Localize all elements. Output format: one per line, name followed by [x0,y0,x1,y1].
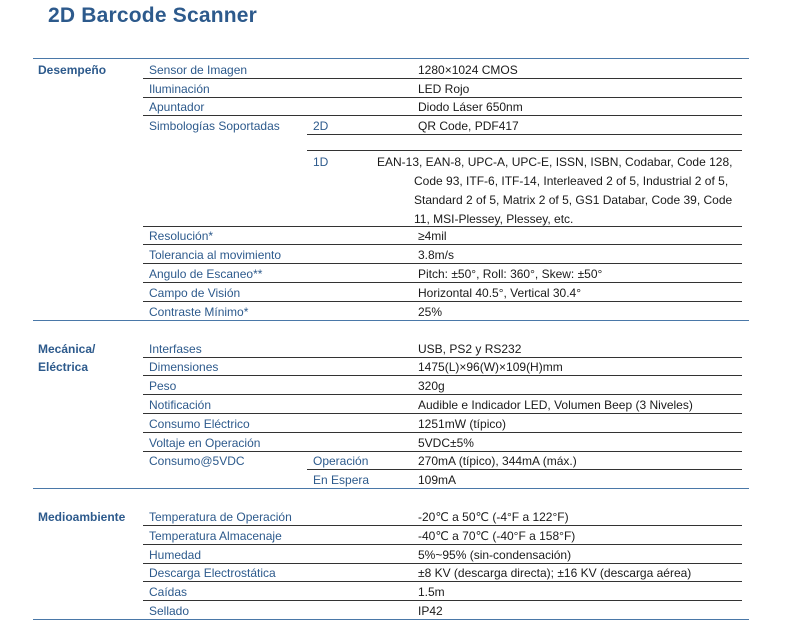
spec-label: Caídas [149,585,188,599]
spec-label: Campo de Visión [149,286,241,300]
row-divider [143,282,742,283]
spec-value: 1.5m [418,585,445,599]
spec-label: Consumo Eléctrico [149,417,250,431]
spec-value: Horizontal 40.5°, Vertical 30.4° [418,286,582,300]
spec-sublabel: En Espera [313,473,370,487]
spec-label: Humedad [149,548,202,562]
spec-value: Diodo Láser 650nm [418,100,523,114]
row-divider [143,263,742,264]
spec-value-1d-first: EAN-13, EAN-8, UPC-A, UPC-E, ISSN, ISBN, Codabar, Code 128, [377,155,733,169]
spec-label: Apuntador [149,100,205,114]
spec-sublabel: Operación [313,454,369,468]
spec-label: Consumo@5VDC [149,454,245,468]
section-mecanica [38,340,95,376]
section-mecanica-line1: Mecánica/ [38,342,96,356]
row-divider [143,115,742,116]
row-divider [143,301,742,302]
spec-value-1d-rest: Code 93, ITF-6, ITF-14, Interleaved 2 of 5, Industrial 2 of 5, Standard 2 of 5, Matrix 2 of 5, GS1 Databar, Code 39, Code 11, MSI-Plessey, Plessey, etc. [414,174,733,226]
spec-value: 25% [418,305,443,319]
spec-value: 320g [418,379,445,393]
row-divider [143,375,742,376]
spec-label: Descarga Electrostática [149,566,276,580]
row-divider [143,244,742,245]
spec-value: QR Code, PDF417 [418,119,519,133]
spec-label: Tolerancia al movimiento [149,248,282,262]
title-divider [33,58,749,59]
spec-value: Audible e Indicador LED, Volumen Beep (3 Niveles) [418,398,693,412]
row-divider [307,469,742,470]
spec-value: ≥4mil [418,229,447,243]
row-divider [143,432,742,433]
spec-label: Notificación [149,398,212,412]
spec-label: Sellado [149,604,190,618]
spec-label: Interfases [149,342,202,356]
spec-label: Simbologías Soportadas [149,119,280,133]
spec-value: 1280×1024 CMOS [418,63,518,77]
spec-value: ±8 KV (descarga directa); ±16 KV (descarga aérea) [418,566,692,580]
row-divider [143,78,742,79]
spec-label: Angulo de Escaneo** [149,267,263,281]
spec-value: 5VDC±5% [418,436,474,450]
spec-value: 1475(L)×96(W)×109(H)mm [418,360,563,374]
spec-label: Dimensiones [149,360,219,374]
spec-value-1d [377,153,748,229]
row-divider [307,150,742,151]
spec-value: Pitch: ±50°, Roll: 360°, Skew: ±50° [418,267,603,281]
spec-value: 109mA [418,473,457,487]
spec-label: Iluminación [149,82,210,96]
spec-value: -40℃ a 70℃ (-40°F a 158°F) [418,529,576,543]
spec-label: Temperatura Almacenaje [149,529,282,543]
row-divider [143,525,742,526]
row-divider [143,581,742,582]
section-desempeno: Desempeño [38,63,107,77]
section-medioambiente: Medioambiente [38,510,126,524]
spec-value: 1251mW (típico) [418,417,507,431]
spec-label: Temperatura de Operación [149,510,292,524]
section-divider [33,320,749,321]
section-mecanica-line2: Eléctrica [38,360,89,374]
spec-label: Contraste Mínimo* [149,305,249,319]
page-title: 2D Barcode Scanner [48,4,258,27]
spec-label: Voltaje en Operación [149,436,261,450]
row-divider [143,413,742,414]
spec-sublabel: 1D [313,155,329,169]
spec-label: Resolución* [149,229,214,243]
row-divider [143,544,742,545]
spec-value: -20℃ a 50℃ (-4°F a 122°F) [418,510,569,524]
spec-value: LED Rojo [418,82,470,96]
spec-label: Sensor de Imagen [149,63,248,77]
spec-sublabel: 2D [313,119,329,133]
spec-value: USB, PS2 y RS232 [418,342,522,356]
row-divider [143,600,742,601]
spec-value: 3.8m/s [418,248,455,262]
spec-value: IP42 [418,604,443,618]
row-divider [143,394,742,395]
row-divider [307,134,742,135]
spec-value: 270mA (típico), 344mA (máx.) [418,454,577,468]
spec-value: 5%~95% (sin-condensación) [418,548,572,562]
section-divider [33,488,749,489]
section-divider [33,619,749,620]
spec-label: Peso [149,379,177,393]
